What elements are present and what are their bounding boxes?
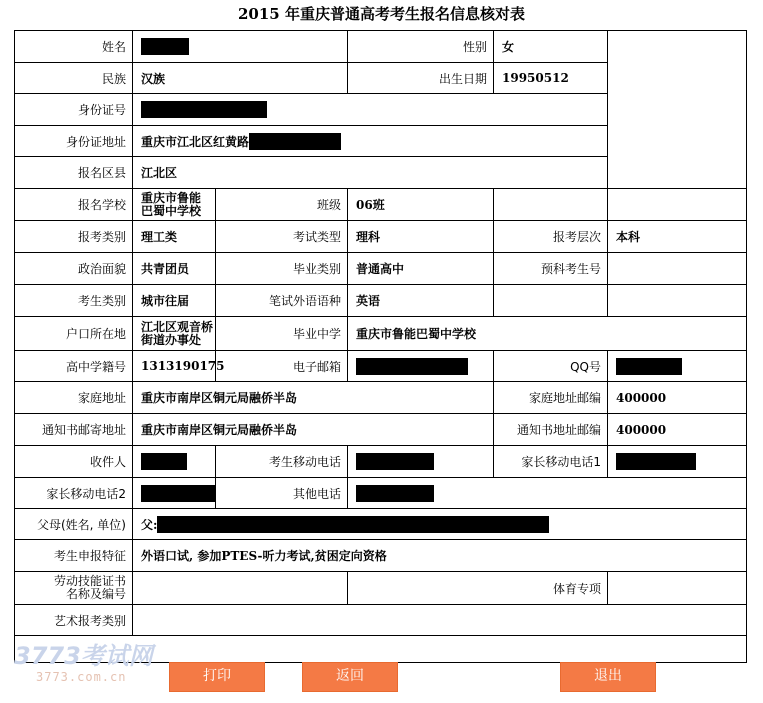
value-level-text: 本科 [616, 230, 641, 244]
value-category [132, 220, 216, 253]
value-foreign-lang [347, 284, 494, 317]
value-school-text: 重庆市鲁能巴蜀中学校 [141, 190, 202, 218]
label-hs-number-text: 高中学籍号 [65, 359, 126, 374]
label-features-text: 考生申报特征 [53, 549, 126, 563]
value-recipient [132, 445, 216, 478]
value-id-address-text: 重庆市江北区红黄路 [141, 134, 250, 149]
label-home-address-text: 家庭地址 [77, 391, 126, 405]
value-name [132, 30, 348, 63]
back-button[interactable]: 返回 [302, 662, 398, 692]
label-parents-text: 父母(姓名, 单位) [37, 517, 126, 532]
label-grad-type [215, 252, 348, 285]
label-grad-type-text: 毕业类别 [292, 262, 341, 276]
empty-cell-r5b [607, 188, 747, 221]
label-qq-text: QQ号 [570, 359, 601, 374]
label-parent-mobile1-text: 家长移动电话1 [521, 455, 601, 469]
label-cert [14, 571, 133, 605]
label-district [14, 156, 133, 189]
redacted-block [141, 453, 187, 470]
value-home-address-text: 重庆市南岸区铜元局融侨半岛 [141, 391, 298, 405]
label-other-phone-text: 其他电话 [292, 486, 341, 501]
label-student-type-text: 考生类别 [77, 294, 126, 308]
label-foreign-lang [215, 284, 348, 317]
empty-cell-r8 [493, 284, 608, 317]
label-birthdate [347, 62, 494, 94]
label-home-postcode-text: 家庭地址邮编 [528, 391, 601, 405]
label-recipient [14, 445, 133, 478]
label-hs-number [14, 350, 133, 382]
label-hukou-text: 户口所在地 [65, 327, 126, 341]
value-exam-type-text: 理科 [356, 230, 381, 244]
label-id-address [14, 125, 133, 157]
watermark-url: 3773.com.cn [36, 670, 127, 684]
label-parent-mobile2-text: 家长移动电话2 [46, 486, 126, 501]
label-grad-school-text: 毕业中学 [292, 327, 341, 341]
label-political-text: 政治面貌 [77, 262, 126, 276]
value-grad-type [347, 252, 494, 285]
label-mail-address-text: 通知书邮寄地址 [41, 423, 126, 437]
value-district [132, 156, 608, 189]
value-id-number [132, 93, 608, 126]
value-hs-number [132, 350, 225, 382]
label-mail-address [14, 413, 133, 446]
redacted-block [141, 485, 215, 502]
value-features-text: 外语口试, 参加PTES-听力考试,贫困定向资格 [141, 549, 387, 563]
value-hs-number-text: 1313190175 [141, 359, 225, 373]
empty-cell-r8b [607, 284, 747, 317]
label-ethnicity-text: 民族 [101, 71, 126, 86]
value-exam-type [347, 220, 494, 253]
label-mobile-text: 考生移动电话 [268, 455, 341, 469]
label-qq [493, 350, 608, 382]
value-foreign-lang-text: 英语 [356, 294, 381, 308]
value-mobile [347, 445, 494, 478]
value-grad-type-text: 普通高中 [356, 262, 405, 276]
label-home-address [14, 381, 133, 414]
value-parents-text: 父: [141, 517, 158, 532]
photo-box [607, 30, 747, 189]
redacted-block [616, 358, 682, 375]
value-home-postcode [607, 381, 747, 414]
label-birthdate-text: 出生日期 [438, 71, 487, 86]
label-foreign-lang-text: 笔试外语语种 [268, 294, 341, 308]
redacted-block [356, 358, 468, 375]
label-category [14, 220, 133, 253]
label-gender-text: 性别 [462, 40, 487, 54]
label-grad-school [215, 316, 348, 351]
label-art [14, 604, 133, 636]
value-mail-postcode [607, 413, 747, 446]
print-button[interactable]: 打印 [169, 662, 265, 692]
label-level [493, 220, 608, 253]
value-art [132, 604, 747, 636]
label-email [215, 350, 348, 382]
label-prep-number [493, 252, 608, 285]
label-exam-type-text: 考试类型 [292, 230, 341, 244]
value-prep-number [607, 252, 747, 285]
label-sports-text: 体育专项 [552, 581, 601, 596]
value-ethnicity [132, 62, 348, 94]
label-cert-text: 劳动技能证书名称及编号 [53, 574, 126, 601]
redacted-block [141, 101, 267, 118]
value-level [607, 220, 747, 253]
value-id-address [132, 125, 608, 157]
value-mail-address-text: 重庆市南岸区铜元局融侨半岛 [141, 423, 298, 437]
value-gender-text: 女 [502, 40, 515, 54]
label-gender [347, 30, 494, 63]
label-exam-type [215, 220, 348, 253]
label-parent-mobile1 [493, 445, 608, 478]
label-category-text: 报考类别 [77, 230, 126, 244]
value-parent-mobile2 [132, 477, 216, 509]
value-ethnicity-text: 汉族 [141, 71, 166, 86]
redacted-block [157, 516, 549, 533]
label-political [14, 252, 133, 285]
redacted-block [141, 38, 189, 55]
label-class-text: 班级 [316, 198, 341, 212]
empty-cell-r5 [493, 188, 608, 221]
value-class [347, 188, 494, 221]
value-home-address [132, 381, 494, 414]
redacted-block [616, 453, 696, 470]
redacted-block [249, 133, 341, 150]
value-grad-school-text: 重庆市鲁能巴蜀中学校 [356, 327, 477, 341]
redacted-block [356, 485, 434, 502]
value-student-type [132, 284, 216, 317]
label-name [14, 30, 133, 63]
label-parent-mobile2 [14, 477, 133, 509]
label-student-type [14, 284, 133, 317]
label-ethnicity [14, 62, 133, 94]
label-features [14, 539, 133, 572]
exit-button[interactable]: 退出 [560, 662, 656, 692]
value-birthdate-text: 19950512 [502, 71, 569, 85]
value-school [132, 188, 216, 221]
value-grad-school [347, 316, 747, 351]
label-art-text: 艺术报考类别 [53, 613, 126, 628]
label-id-address-text: 身份证地址 [65, 134, 126, 149]
value-features [132, 539, 747, 572]
label-prep-number-text: 预科考生号 [540, 262, 601, 276]
value-qq [607, 350, 747, 382]
label-name-text: 姓名 [101, 40, 126, 54]
value-other-phone [347, 477, 747, 509]
value-parents [132, 508, 747, 540]
label-recipient-text: 收件人 [89, 455, 126, 469]
value-hukou [132, 316, 216, 351]
label-other-phone [215, 477, 348, 509]
label-id-number-text: 身份证号 [77, 103, 126, 117]
redacted-block [356, 453, 434, 470]
value-cert [132, 571, 348, 605]
value-mail-address [132, 413, 494, 446]
value-student-type-text: 城市往届 [141, 294, 190, 308]
page-title: 2015 年重庆普通高考考生报名信息核对表 [238, 5, 525, 23]
label-home-postcode [493, 381, 608, 414]
value-category-text: 理工类 [141, 230, 178, 244]
label-mail-postcode [493, 413, 608, 446]
value-mail-postcode-text: 400000 [616, 422, 667, 437]
value-district-text: 江北区 [141, 166, 178, 180]
label-email-text: 电子邮箱 [292, 359, 341, 374]
watermark-brand: 3773考试网 [14, 642, 153, 670]
value-email [347, 350, 494, 382]
label-hukou [14, 316, 133, 351]
value-class-text: 06班 [356, 198, 385, 212]
label-school [14, 188, 133, 221]
label-mobile [215, 445, 348, 478]
value-sports [607, 571, 747, 605]
value-parent-mobile1 [607, 445, 747, 478]
value-political [132, 252, 216, 285]
label-school-text: 报名学校 [77, 198, 126, 212]
value-gender [493, 30, 608, 63]
value-birthdate [493, 62, 608, 94]
label-district-text: 报名区县 [77, 166, 126, 180]
value-political-text: 共青团员 [141, 262, 190, 276]
label-mail-postcode-text: 通知书地址邮编 [516, 423, 601, 437]
label-class [215, 188, 348, 221]
label-parents [14, 508, 133, 540]
label-id-number [14, 93, 133, 126]
label-sports [347, 571, 608, 605]
value-hukou-text: 江北区观音桥街道办事处 [141, 319, 214, 347]
label-level-text: 报考层次 [552, 230, 601, 244]
value-home-postcode-text: 400000 [616, 390, 667, 405]
